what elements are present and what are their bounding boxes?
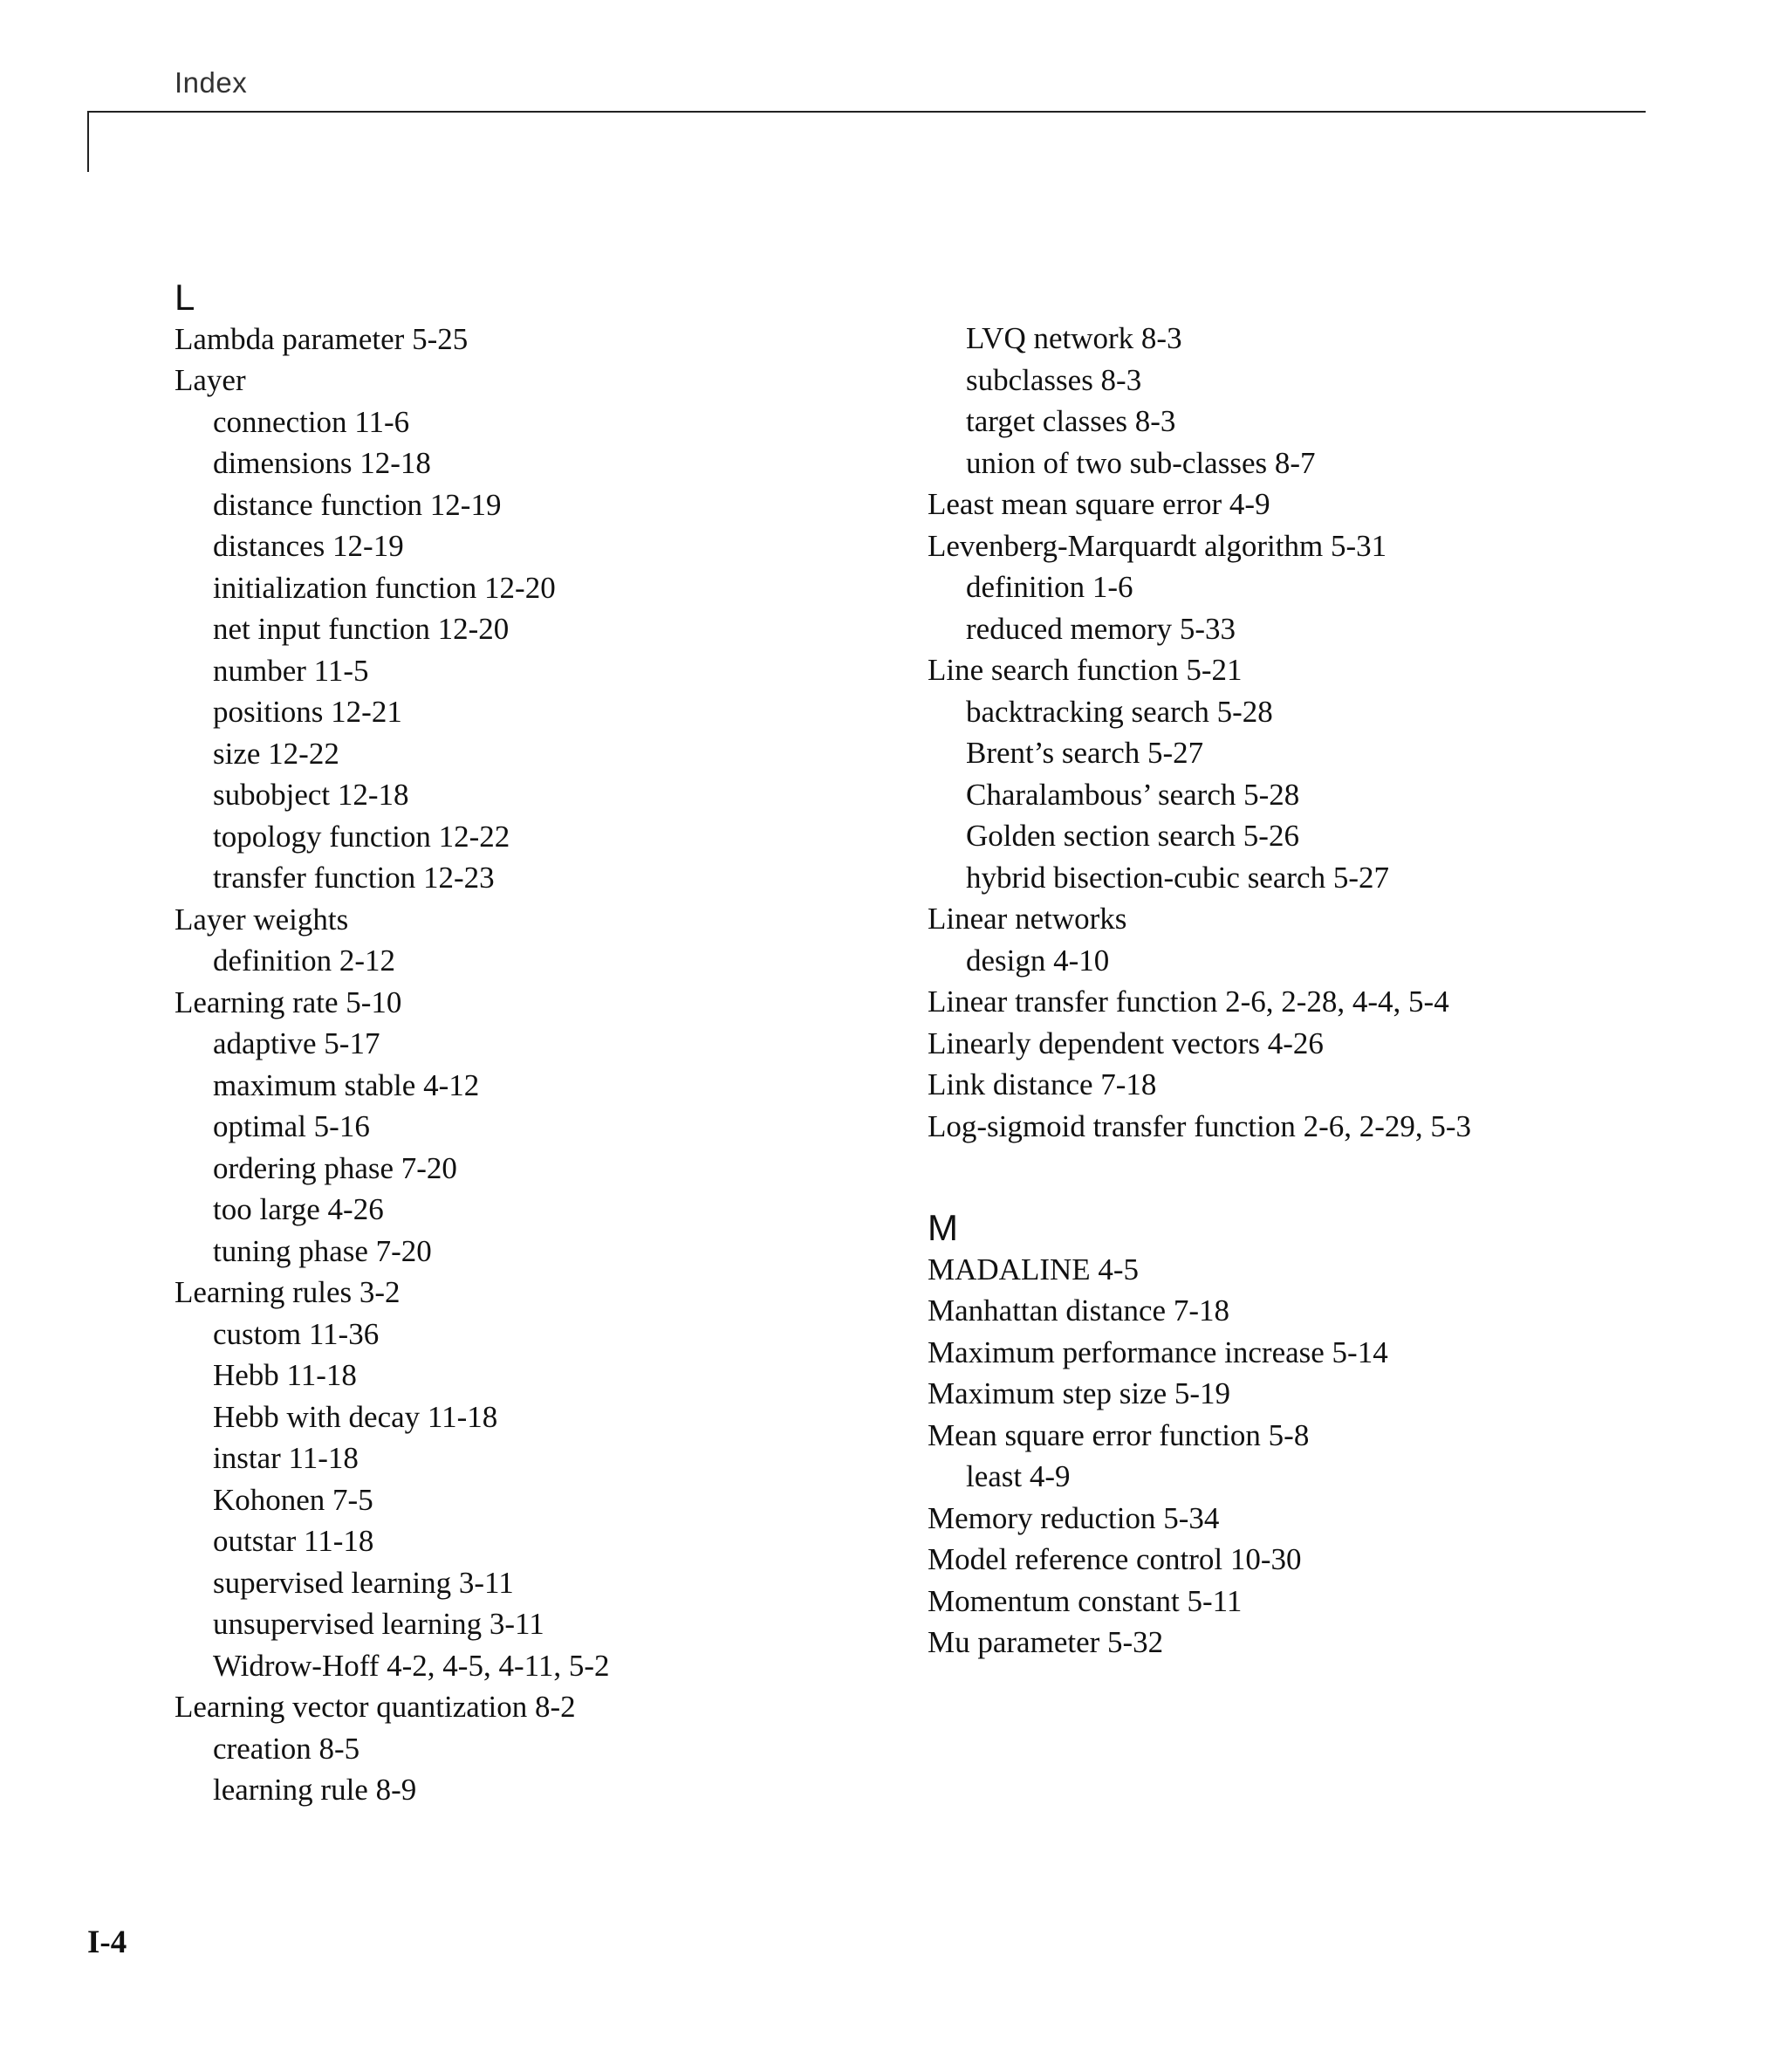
index-subentry: net input function 12-20 [213, 612, 510, 646]
index-entry: Memory reduction 5-34 [928, 1500, 1220, 1535]
index-subentry: union of two sub-classes 8-7 [966, 445, 1316, 480]
letter-heading-l: L [175, 277, 195, 318]
index-subentry: Brent’s search 5-27 [966, 736, 1204, 770]
index-entry: Linear networks [928, 902, 1127, 936]
index-subentry: Hebb with decay 11-18 [213, 1399, 498, 1434]
index-subentry: design 4-10 [966, 943, 1110, 978]
index-subentry: distance function 12-19 [213, 487, 502, 522]
index-subentry: too large 4-26 [213, 1192, 384, 1226]
index-subentry: Widrow-Hoff 4-2, 4-5, 4-11, 5-2 [213, 1648, 610, 1683]
index-entry: Linearly dependent vectors 4-26 [928, 1026, 1324, 1060]
index-entry: Learning rules 3-2 [175, 1275, 401, 1309]
index-subentry: subobject 12-18 [213, 778, 409, 812]
header-rule-corner [87, 111, 89, 172]
index-entry-list [175, 319, 890, 1811]
index-entry: Mu parameter 5-32 [928, 1625, 1164, 1659]
index-subentry: Golden section search 5-26 [966, 819, 1299, 853]
index-subentry: custom 11-36 [213, 1316, 380, 1351]
header-rule [87, 111, 1646, 113]
index-subentry: distances 12-19 [213, 529, 404, 563]
index-subentry: dimensions 12-18 [213, 446, 431, 480]
index-subentry: LVQ network 8-3 [966, 321, 1182, 355]
index-subentry: backtracking search 5-28 [966, 694, 1273, 729]
page-number: I-4 [87, 1924, 127, 1960]
index-subentry: target classes 8-3 [966, 404, 1176, 438]
index-subentry: connection 11-6 [213, 404, 410, 439]
index-subentry: unsupervised learning 3-11 [213, 1607, 544, 1641]
index-entry-list [928, 1249, 1678, 1664]
index-subentry: tuning phase 7-20 [213, 1233, 432, 1268]
index-subentry: learning rule 8-9 [213, 1773, 417, 1807]
index-entry: Maximum step size 5-19 [928, 1376, 1231, 1410]
index-subentry: supervised learning 3-11 [213, 1565, 514, 1600]
index-entry: Least mean square error 4-9 [928, 487, 1270, 521]
index-subentry: subclasses 8-3 [966, 362, 1142, 397]
index-column-left [175, 277, 890, 1811]
index-entry: Momentum constant 5-11 [928, 1583, 1243, 1618]
index-entry: Model reference control 10-30 [928, 1542, 1302, 1576]
index-entry: Manhattan distance 7-18 [928, 1293, 1230, 1328]
index-subentry: definition 2-12 [213, 943, 395, 978]
index-subentry: optimal 5-16 [213, 1109, 370, 1143]
index-subentry: Hebb 11-18 [213, 1358, 357, 1392]
letter-heading-m: M [928, 1207, 958, 1248]
index-subentry: ordering phase 7-20 [213, 1150, 457, 1185]
index-entry: Levenberg-Marquardt algorithm 5-31 [928, 528, 1387, 563]
index-subentry: outstar 11-18 [213, 1524, 374, 1558]
index-entry: Line search function 5-21 [928, 653, 1243, 687]
index-entry-list [928, 318, 1678, 1147]
index-entry: Layer weights [175, 902, 349, 937]
running-head: Index [175, 66, 248, 99]
index-subentry: initialization function 12-20 [213, 570, 556, 605]
index-subentry: number 11-5 [213, 653, 369, 688]
index-subentry: creation 8-5 [213, 1731, 360, 1766]
index-subentry: positions 12-21 [213, 695, 402, 729]
index-subentry: instar 11-18 [213, 1441, 359, 1475]
index-entry: Lambda parameter 5-25 [175, 321, 469, 356]
index-entry: Linear transfer function 2-6, 2-28, 4-4, 5-4 [928, 985, 1449, 1019]
index-entry: MADALINE 4-5 [928, 1252, 1140, 1286]
index-entry: Maximum performance increase 5-14 [928, 1334, 1388, 1369]
index-entry: Mean square error function 5-8 [928, 1417, 1310, 1452]
index-subentry: adaptive 5-17 [213, 1026, 380, 1060]
index-subentry: definition 1-6 [966, 570, 1133, 604]
index-column-right [928, 318, 1678, 1664]
index-entry: Learning vector quantization 8-2 [175, 1690, 576, 1724]
index-subentry: size 12-22 [213, 736, 339, 771]
index-subentry: Kohonen 7-5 [213, 1482, 373, 1517]
index-subentry: transfer function 12-23 [213, 861, 495, 895]
index-entry: Layer [175, 363, 246, 397]
index-entry: Learning rate 5-10 [175, 985, 402, 1019]
index-subentry: maximum stable 4-12 [213, 1067, 480, 1102]
index-subentry: hybrid bisection-cubic search 5-27 [966, 860, 1389, 895]
index-entry: Link distance 7-18 [928, 1067, 1157, 1101]
index-subentry: Charalambous’ search 5-28 [966, 777, 1300, 812]
index-entry: Log-sigmoid transfer function 2-6, 2-29, 5-3 [928, 1108, 1472, 1143]
index-subentry: reduced memory 5-33 [966, 611, 1236, 646]
index-subentry: least 4-9 [966, 1459, 1071, 1493]
index-subentry: topology function 12-22 [213, 819, 510, 854]
